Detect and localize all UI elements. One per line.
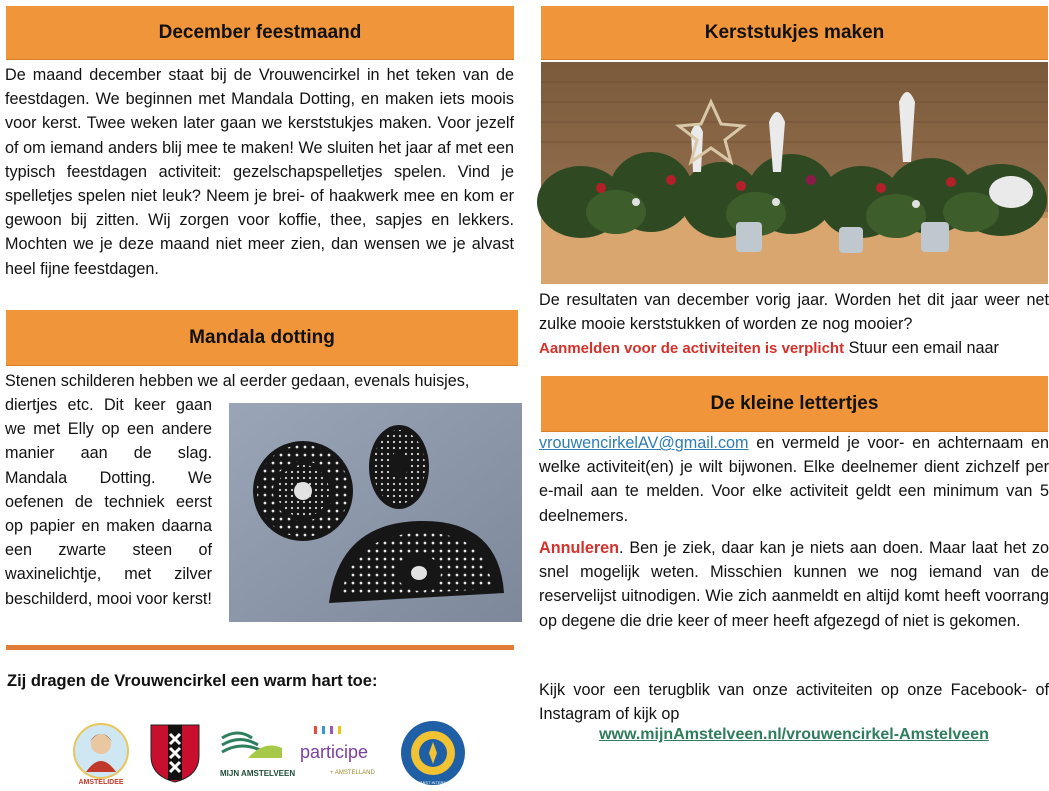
cancel-paragraph — [539, 536, 1049, 633]
mandala-stones-photo — [229, 403, 522, 622]
required-notice: Aanmelden voor de activiteiten is verplicht — [539, 340, 845, 357]
kleine-body-text: en vermeld je voor- en achternaam en welke activiteit(en) je wilt bijwonen. Elke deelnemer dient zichzelf per e-mail aan te melden. Voor elke activiteit geldt een minimum van 5 deelnemers. — [539, 434, 1049, 525]
email-link[interactable]: vrouwencirkelAV@gmail.com — [539, 434, 749, 452]
kleine-body — [539, 431, 1049, 528]
mandala-body: diertjes etc. Dit keer gaan we met Elly op een andere manier aan de slag. Mandala Dotting. We oefenen de techniek eerst op papier en maken daarna een zwarte steen of waxinelichtje, met zilver beschilderd, mooi voor kerst! — [5, 396, 212, 608]
soroptimist-logo — [396, 720, 470, 786]
participe-logo — [300, 722, 380, 780]
website-link[interactable]: www.mijnAmstelveen.nl/vrouwencirkel-Amstelveen — [599, 726, 989, 743]
mijn-amstelveen-logo — [218, 728, 296, 784]
mijn-amstelveen-logo-text: MIJN AMSTELVEEN — [220, 769, 296, 778]
participe-logo-subtext: + AMSTELLAND — [330, 770, 375, 776]
december-header — [6, 6, 514, 59]
kerst-title: Kerststukjes maken — [704, 22, 885, 43]
sponsors-title: Zij dragen de Vrouwencirkel een warm hart toe: — [7, 672, 378, 690]
mandala-intro-line: Stenen schilderen hebben we al eerder gedaan, evenals huisjes, — [5, 372, 470, 390]
december-title: December feestmaand — [158, 22, 362, 43]
mandala-header — [6, 310, 518, 365]
kerst-required-line — [539, 336, 1049, 361]
amsterdam-crest-logo — [148, 722, 202, 784]
cancel-body: . Ben je ziek, daar kan je niets aan doen. Maar laat het zo snel mogelijk weten. Misschien kunnen we nog iemand van de reservelijst uitnodigen. Wie zich aanmeldt en altijd komt heeft voorrang op degene die drie keer of meer heeft afgezegd of niet is gekomen. — [539, 539, 1049, 630]
kleine-title: De kleine lettertjes — [710, 393, 879, 414]
mandala-title: Mandala dotting — [189, 327, 335, 348]
required-tail: Stuur een email naar — [844, 339, 999, 357]
cancel-label: Annuleren — [539, 539, 620, 557]
amstelidee-logo-text: AMSTELIDEE — [78, 779, 124, 786]
december-body: De maand december staat bij de Vrouwencirkel in het teken van de feestdagen. We beginnen met Mandala Dotting, en maken iets moois voor kerst. Twee weken later gaan we kerststukjes maken. Voor jezelf of om iemand anders blij mee te maken! We sluiten het jaar af met een typisch feestdagen activiteit: gezelschapspelletjes spelen. Vind je spelletjes spelen niet leuk? Neem je brei- of haakwerk mee en kom er gewoon bij zitten. Wij zorgen voor koffie, thee, sapjes en lekkers. Mochten we je deze maand niet meer zien, dan wensen we je alvast heel fijne feestdagen. — [5, 66, 514, 278]
soroptimist-logo-text: SOROPTIMIST INTERNATIONAL — [402, 780, 464, 785]
section-divider — [6, 645, 514, 650]
christmas-arrangements-photo — [541, 62, 1048, 284]
participe-logo-text: participe — [300, 742, 369, 762]
kleine-header — [541, 376, 1048, 431]
amstelidee-logo — [72, 720, 130, 786]
kerst-header — [541, 6, 1048, 59]
social-text: Kijk voor een terugblik van onze activiteiten op onze Facebook- of Instagram of kijk op — [539, 681, 1049, 724]
kerst-caption: De resultaten van december vorig jaar. Worden het dit jaar weer net zulke mooie kerststukken of worden ze nog mooier? — [539, 291, 1049, 334]
